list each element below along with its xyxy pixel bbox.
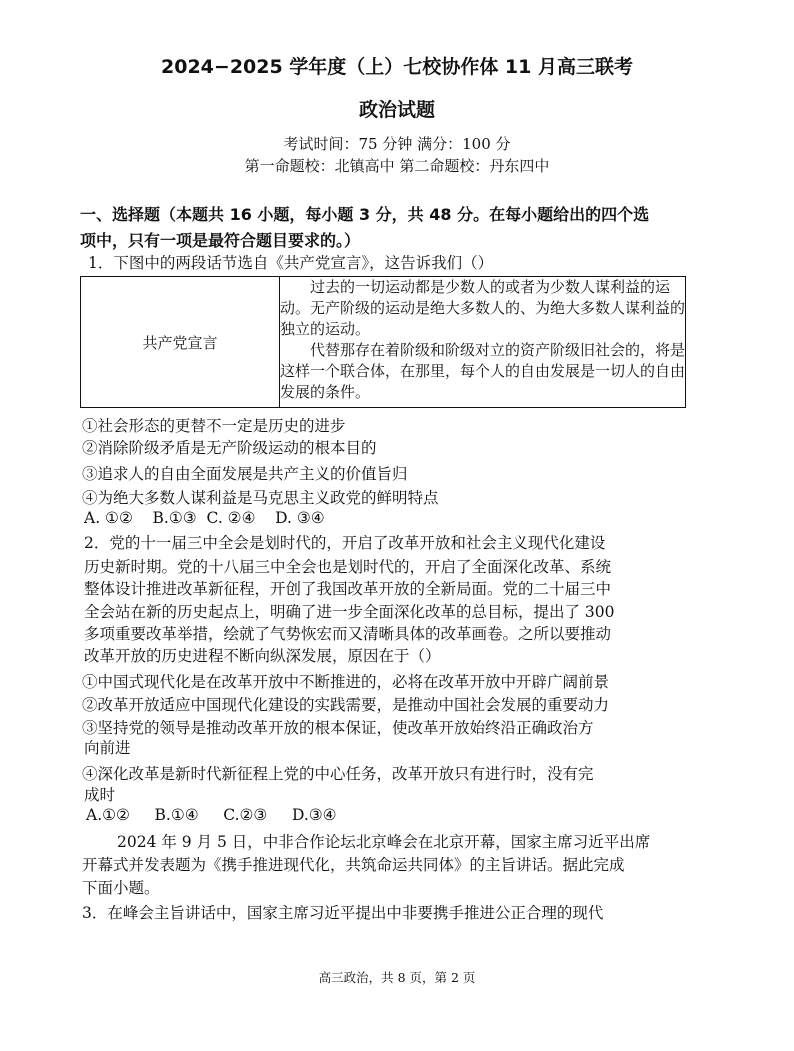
- passage-line1: 2024 年 9 月 5 日，中非合作论坛北京峰会在北京开幕，国家主席习近平出席: [117, 833, 651, 851]
- subject-title: 政治试题: [358, 99, 435, 121]
- q2-option-3-line2: 向前进: [84, 739, 131, 757]
- q1-option-3: ③追求人的自由全面发展是共产主义的价值旨归: [82, 465, 408, 483]
- q2-stem-line5: 多项重要改革举措，绘就了气势恢宏而又清晰具体的改革画卷。之所以要推动: [84, 625, 612, 643]
- q1-option-4: ④为绝大多数人谋利益是马克思主义政党的鲜明特点: [82, 489, 439, 507]
- q2-option-1: ①中国式现代化是在改革开放中不断推进的，必将在改革开放中开辟广阔前景: [82, 673, 610, 691]
- q2-option-3-line1: ③坚持党的领导是推动改革开放的根本保证，使改革开放始终沿正确政治方: [82, 719, 594, 737]
- quote-paragraph-1: 过去的一切运动都是少数人的或者为少数人谋利益的运动。无产阶级的运动是绝大多数人的、为绝大多数人谋利益的独立的运动。: [280, 278, 686, 338]
- passage-line2: 开幕式并发表题为《携手推进现代化，共筑命运共同体》的主旨讲话。据此完成: [82, 856, 625, 874]
- q1-choices: A. ①② B.①③ C. ②④ D. ③④: [84, 509, 325, 527]
- q1-option-2: ②消除阶级矛盾是无产阶级运动的根本目的: [82, 439, 377, 457]
- q3-stem-line1: 3．在峰会主旨讲话中，国家主席习近平提出中非要携手推进公正合理的现代: [82, 904, 604, 922]
- page-footer: 高三政治，共 8 页，第 2 页: [318, 970, 476, 985]
- q2-stem-line2: 历史新时期。党的十八届三中全会也是划时代的，开启了全面深化改革、系统: [84, 558, 612, 576]
- quote-paragraph-2: 代替那存在着阶级和阶级对立的资产阶级旧社会的，将是这样一个联合体，在那里，每个人的自由发展是一切人的自由发展的条件。: [280, 341, 686, 401]
- q2-option-4-line2: 成时: [84, 786, 116, 804]
- manifesto-quote-table: [80, 276, 686, 408]
- passage-line3: 下面小题。: [82, 879, 160, 897]
- q2-stem-line1: 2．党的十一届三中全会是划时代的，开启了改革开放和社会主义现代化建设: [84, 534, 606, 552]
- exam-info: 考试时间：75 分钟 满分：100 分: [283, 135, 511, 153]
- quote-text-cell: [280, 277, 686, 408]
- q2-option-4-line1: ④深化改革是新时代新征程上党的中心任务，改革开放只有进行时，没有完: [82, 765, 594, 783]
- q2-stem-line4: 全会站在新的历史起点上，明确了进一步全面深化改革的总目标，提出了 300: [84, 603, 615, 621]
- q2-stem-line6: 改革开放的历史进程不断向纵深发展，原因在于（）: [84, 647, 441, 665]
- q2-choices: A.①② B.①④ C.②③ D.③④: [86, 806, 337, 824]
- q1-stem: 1．下图中的两段话节选自《共产党宣言》，这告诉我们（）: [88, 254, 494, 272]
- q2-stem-line3: 整体设计推进改革新征程，开创了我国改革开放的全新局面。党的二十届三中: [84, 580, 612, 598]
- q1-option-1: ①社会形态的更替不一定是历史的进步: [82, 417, 346, 435]
- section-heading-line2: 项中，只有一项是最符合题目要求的。）: [80, 231, 361, 250]
- quote-source-cell: 共产党宣言: [81, 277, 280, 408]
- q2-option-2: ②改革开放适应中国现代化建设的实践需要，是推动中国社会发展的重要动力: [82, 696, 610, 714]
- exam-title: 2024−2025 学年度（上）七校协作体 11 月高三联考: [161, 56, 633, 78]
- section-heading-line1: 一、选择题（本题共 16 小题，每小题 3 分，共 48 分。在每小题给出的四个选: [80, 205, 650, 224]
- setter-schools: 第一命题校：北镇高中 第二命题校：丹东四中: [244, 157, 550, 175]
